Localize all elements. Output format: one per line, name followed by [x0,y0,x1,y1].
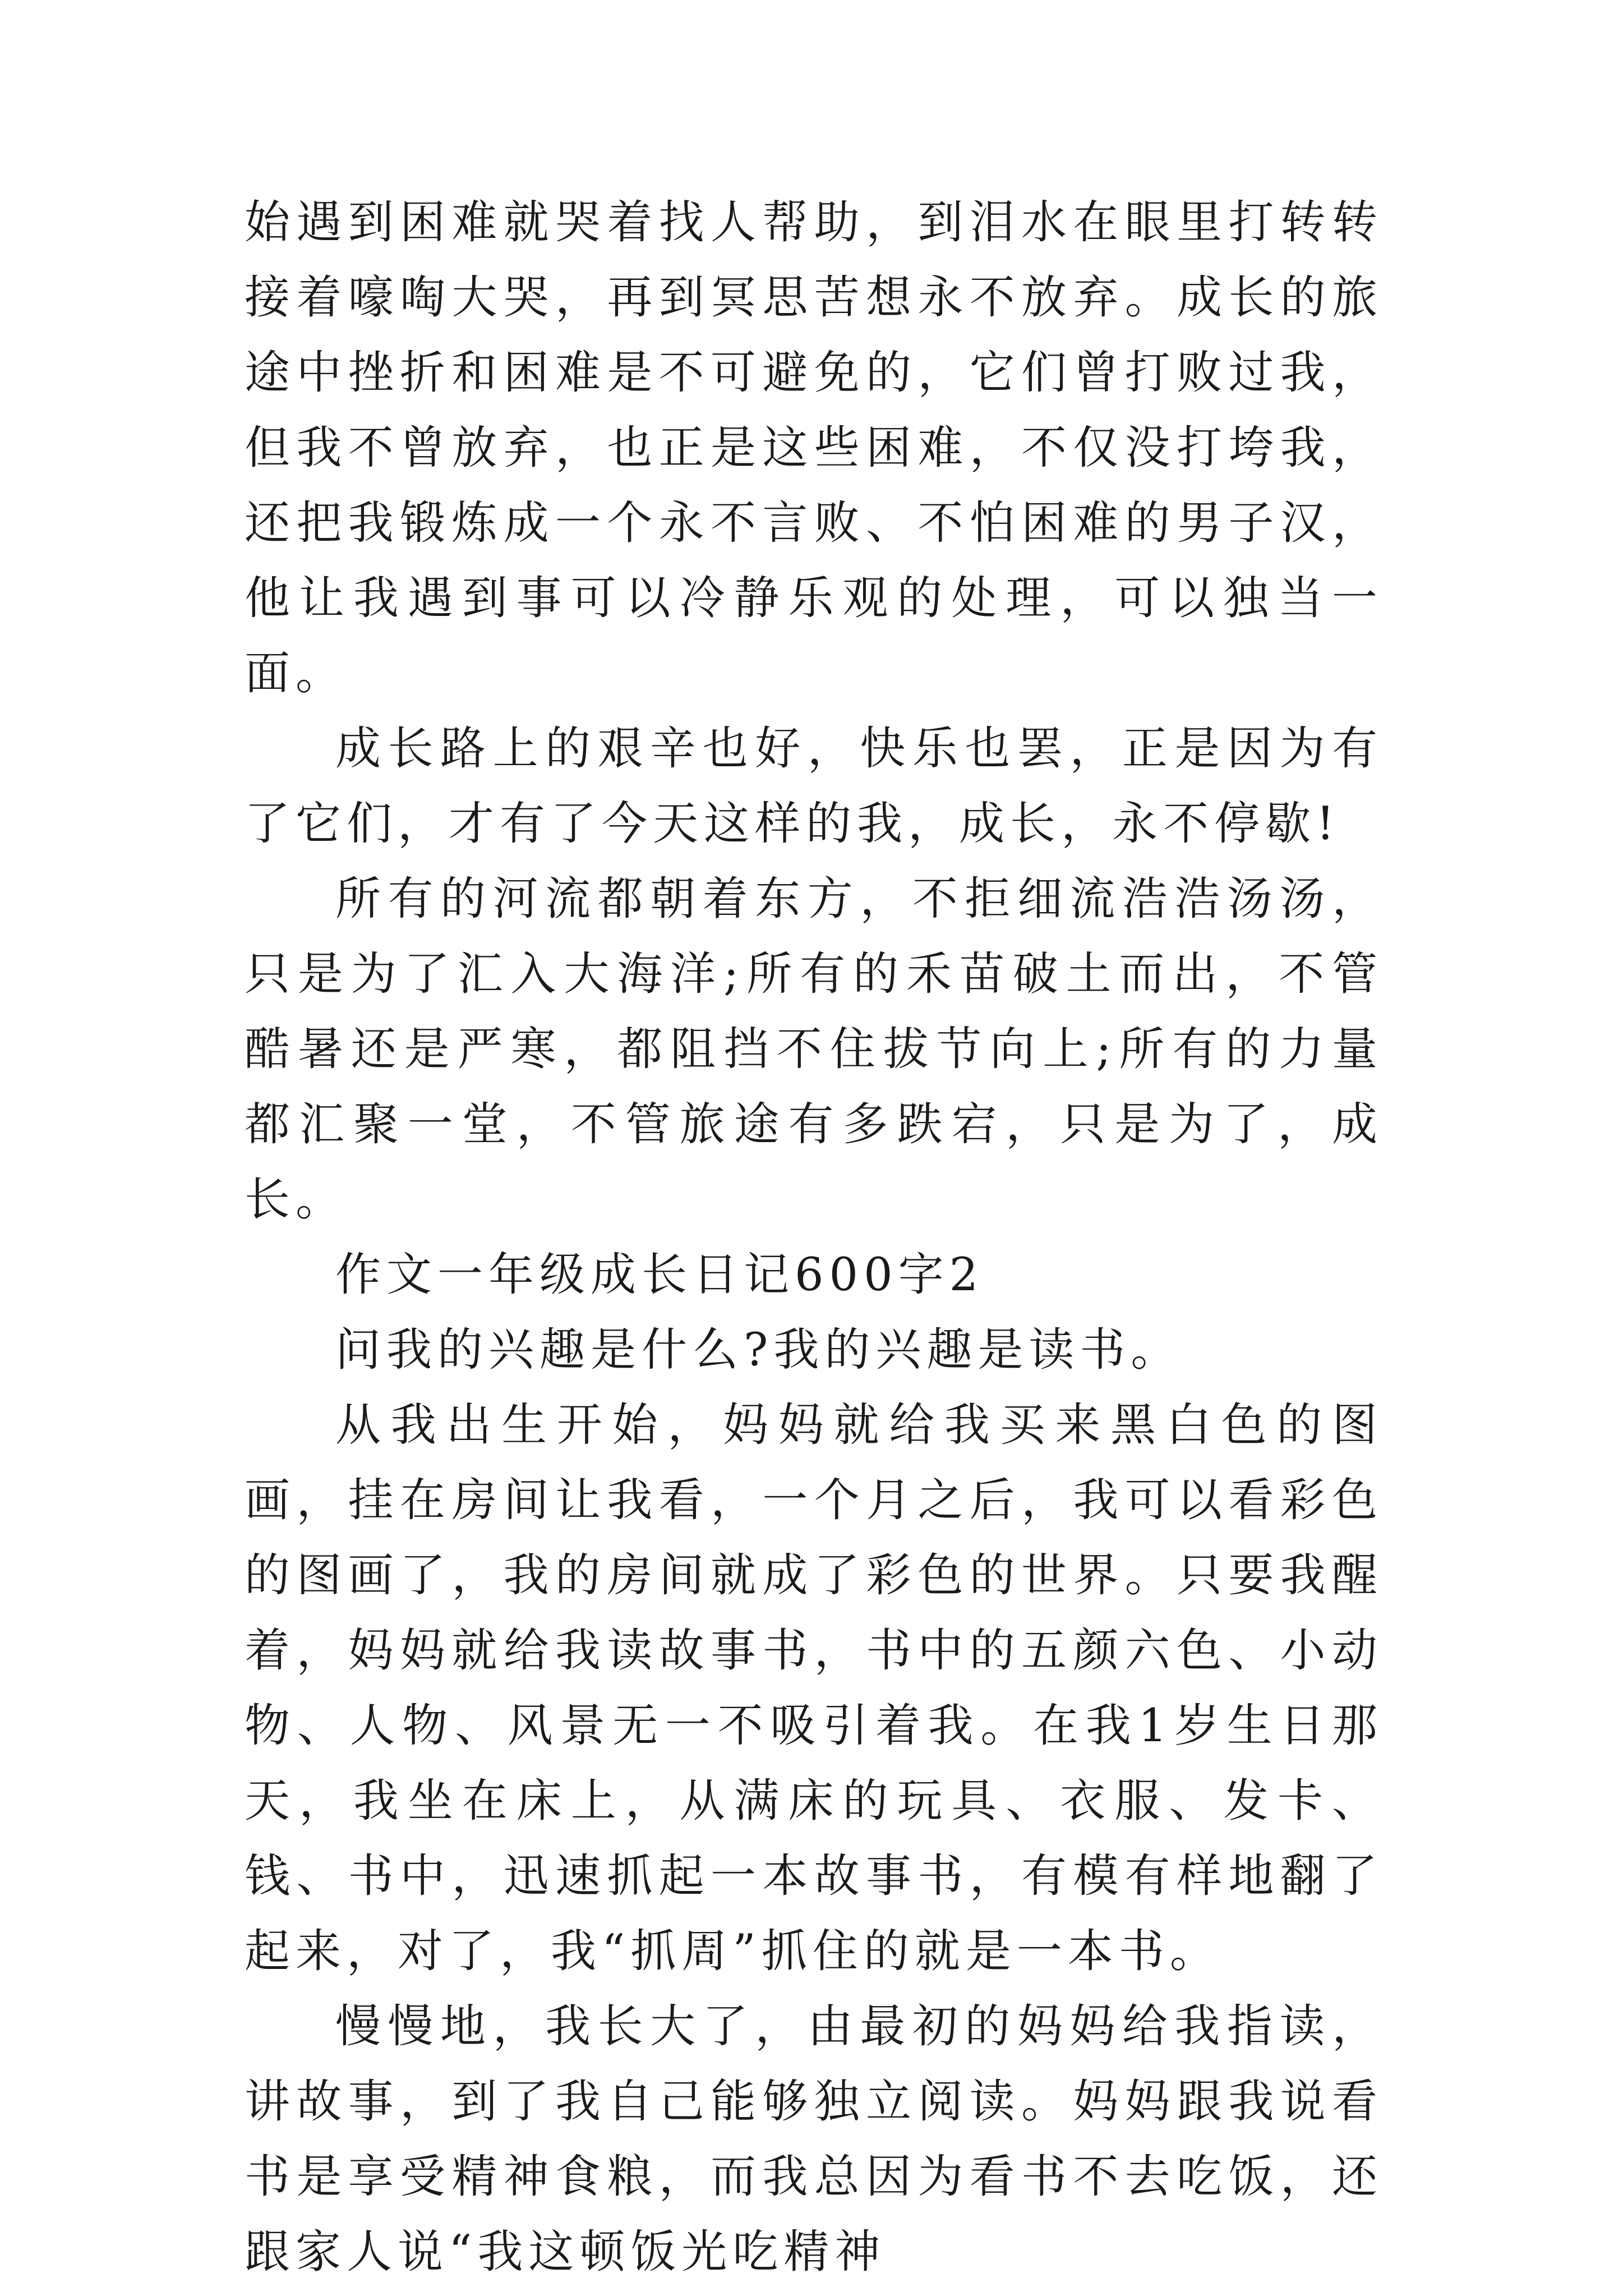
paragraph-6: 慢慢地，我长大了，由最初的妈妈给我指读，讲故事，到了我自己能够独立阅读。妈妈跟我说看书是享受精神食粮，而我总因为看书不去吃饭，还跟家人说“我这顿饭光吃精神 [245,2000,1383,2279]
paragraph-3: 所有的河流都朝着东方，不拒细流浩浩汤汤，只是为了汇入大海洋;所有的禾苗破土而出，不管酷暑还是严寒，都阻挡不住拔节向上;所有的力量都汇聚一堂，不管旅途有多跌宕，只是为了，成长。 [245,873,1383,1226]
document-body [245,185,1383,2290]
paragraph-2: 成长路上的艰辛也好，快乐也罢，正是因为有了它们，才有了今天这样的我，成长，永不停歇! [245,723,1383,850]
paragraph-1: 始遇到困难就哭着找人帮助，到泪水在眼里打转转接着嚎啕大哭，再到冥思苦想永不放弃。成长的旅途中挫折和困难是不可避免的，它们曾打败过我，但我不曾放弃，也正是这些困难，不仅没打垮我，还把我锻炼成一个永不言败、不怕困难的男子汉，他让我遇到事可以冷静乐观的处理，可以独当一面。 [245,196,1383,700]
paragraph-4: 问我的兴趣是什么?我的兴趣是读书。 [335,1324,1182,1377]
paragraph-5: 从我出生开始，妈妈就给我买来黑白色的图画，挂在房间让我看，一个月之后，我可以看彩色的图画了，我的房间就成了彩色的世界。只要我醒着，妈妈就给我读故事书，书中的五颜六色、小动物、人物、风景无一不吸引着我。在我1岁生日那天，我坐在床上，从满床的玩具、衣服、发卡、钱、书中，迅速抓起一本故事书，有模有样地翻了起来，对了，我“抓周”抓住的就是一本书。 [245,1399,1383,1978]
essay-title: 作文一年级成长日记600字2 [335,1249,984,1301]
